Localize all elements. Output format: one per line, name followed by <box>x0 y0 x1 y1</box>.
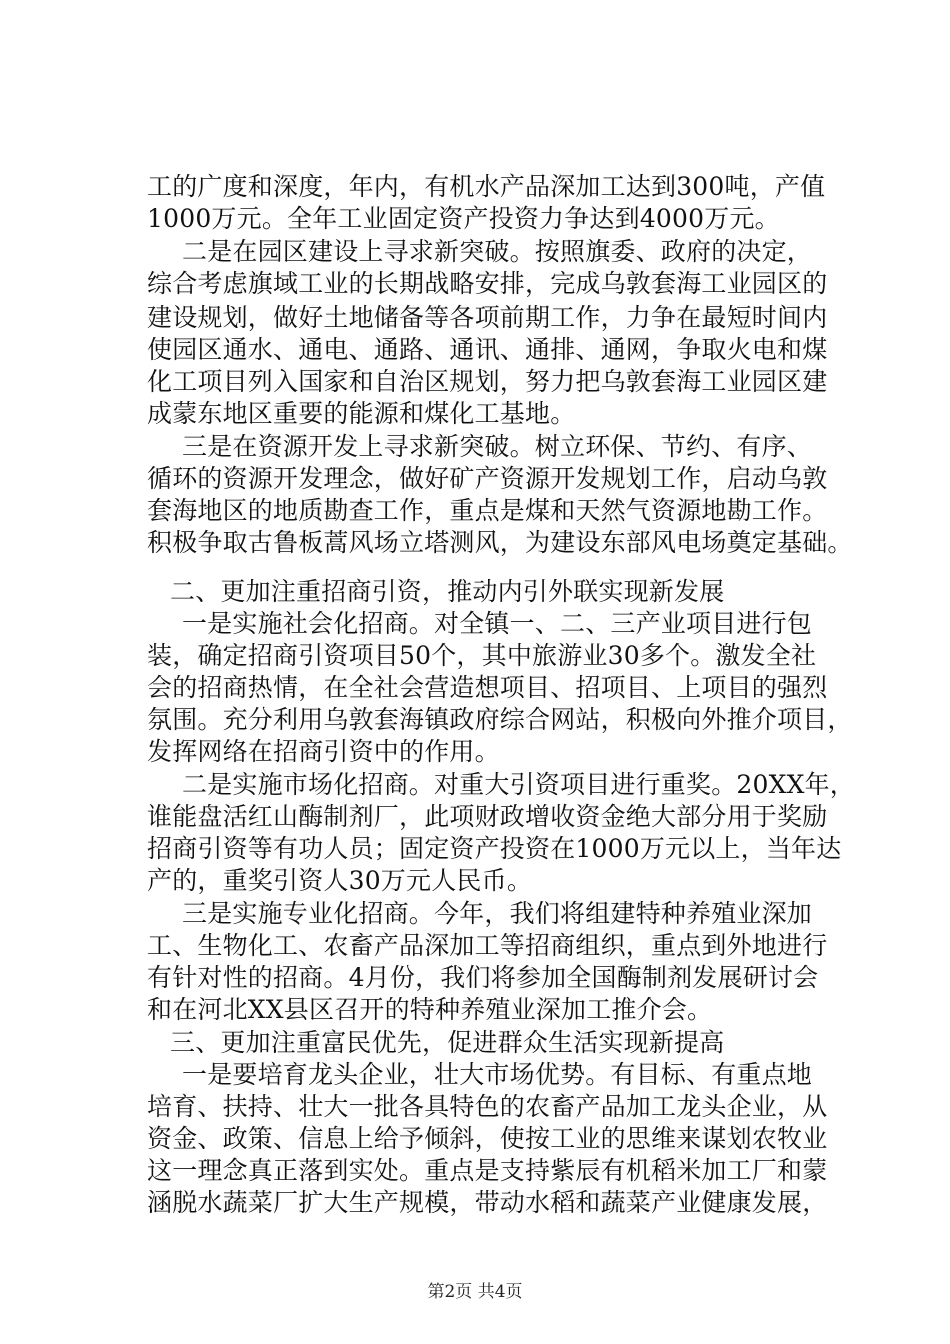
text-line: 化工项目列入国家和自治区规划，努力把乌敦套海工业园区建 <box>147 367 828 396</box>
text-line: 套海地区的地质勘查工作，重点是煤和天然气资源地勘工作。 <box>147 496 828 525</box>
section-heading-3: 三、更加注重富民优先，促进群众生活实现新提高 <box>170 1028 725 1057</box>
text-line: 招商引资等有功人员；固定资产投资在1000万元以上，当年达 <box>147 834 842 863</box>
text-line: 建设规划，做好土地储备等各项前期工作，力争在最短时间内 <box>147 303 828 332</box>
text-line: 一是要培育龙头企业，壮大市场优势。有目标、有重点地 <box>182 1060 813 1089</box>
text-line: 使园区通水、通电、通路、通讯、通排、通网，争取火电和煤 <box>147 335 828 364</box>
text-line: 工的广度和深度，年内，有机水产品深加工达到300吨，产值 <box>147 172 826 201</box>
text-line: 谁能盘活红山酶制剂厂，此项财政增收资金绝大部分用于奖励 <box>147 802 828 831</box>
text-line: 发挥网络在招商引资中的作用。 <box>147 737 500 766</box>
page-footer: 第2页 共4页 <box>427 1282 523 1302</box>
text-line: 培育、扶持、壮大一批各具特色的农畜产品加工龙头企业，从 <box>147 1092 828 1121</box>
text-line: 综合考虑旗域工业的长期战略安排，完成乌敦套海工业园区的 <box>147 269 828 298</box>
section-heading-2: 二、更加注重招商引资，推动内引外联实现新发展 <box>170 577 725 606</box>
text-line: 会的招商热情，在全社会营造想项目、招项目、上项目的强烈 <box>147 673 828 702</box>
text-line: 工、生物化工、农畜产品深加工等招商组织，重点到外地进行 <box>147 931 828 960</box>
text-line: 三是在资源开发上寻求新突破。树立环保、节约、有序、 <box>182 432 813 461</box>
text-line: 成蒙东地区重要的能源和煤化工基地。 <box>147 399 576 428</box>
text-line: 三是实施专业化招商。今年，我们将组建特种养殖业深加 <box>182 899 813 928</box>
text-line: 二是在园区建设上寻求新突破。按照旗委、政府的决定， <box>182 237 813 266</box>
text-line: 二是实施市场化招商。对重大引资项目进行重奖。20XX年， <box>182 770 856 799</box>
text-line: 氛围。充分利用乌敦套海镇政府综合网站，积极向外推介项目， <box>147 705 853 734</box>
text-line: 资金、政策、信息上给予倾斜，使按工业的思维来谋划农牧业 <box>147 1124 828 1153</box>
text-line: 循环的资源开发理念，做好矿产资源开发规划工作，启动乌敦 <box>147 464 828 493</box>
text-line: 装，确定招商引资项目50个，其中旅游业30多个。激发全社 <box>147 641 817 670</box>
text-line: 积极争取古鲁板蒿风场立塔测风，为建设东部风电场奠定基础。 <box>147 528 853 557</box>
text-line: 涵脱水蔬菜厂扩大生产规模，带动水稻和蔬菜产业健康发展， <box>147 1188 828 1217</box>
text-line: 有针对性的招商。4月份，我们将参加全国酶制剂发展研讨会 <box>147 963 819 992</box>
text-line: 和在河北XX县区召开的特种养殖业深加工推介会。 <box>147 995 713 1024</box>
text-line: 这一理念真正落到实处。重点是支持紫辰有机稻米加工厂和蒙 <box>147 1156 828 1185</box>
text-line: 1000万元。全年工业固定资产投资力争达到4000万元。 <box>147 204 780 233</box>
text-line: 一是实施社会化招商。对全镇一、二、三产业项目进行包 <box>182 609 813 638</box>
text-line: 产的，重奖引资人30万元人民币。 <box>147 866 533 895</box>
